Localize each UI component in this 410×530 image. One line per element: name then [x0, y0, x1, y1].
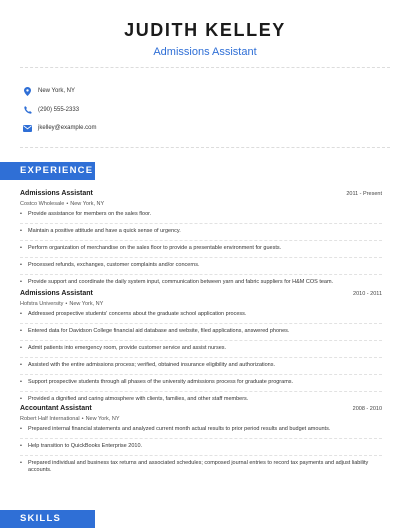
job-org: Hofstra University • New York, NY [20, 301, 104, 307]
job-bullet: • Prepared individual and business tax returns and associated schedules; composed journal entries to record tax payments and adjust liability accounts. [20, 460, 382, 474]
job-bullets [20, 311, 382, 403]
contact-email-text: jkelley@example.com [38, 125, 97, 131]
bullet-divider [20, 323, 382, 324]
email-icon [23, 124, 32, 133]
job-bullet: • Processed refunds, exchanges, customer complaints and/or concerns. [20, 262, 382, 269]
contact-divider [20, 147, 390, 148]
job-org: Robert Half International • New York, NY [20, 416, 120, 422]
bullet-divider [20, 438, 382, 439]
job-dates: 2008 - 2010 [352, 406, 382, 412]
job-bullets [20, 211, 382, 286]
bullet-divider [20, 257, 382, 258]
header-divider [20, 67, 390, 68]
phone-icon [23, 105, 32, 114]
contact-phone [20, 101, 96, 119]
contact-location-text: New York, NY [38, 88, 76, 94]
job-bullet: • Provided a dignified and caring atmosphere with clients, families, and other staff members. [20, 396, 382, 403]
resume-header [0, 0, 410, 59]
job-bullet: • Addressed prospective students' concerns about the graduate school application process. [20, 311, 382, 318]
job-dates: 2011 - Present [346, 191, 382, 197]
bullet-divider [20, 391, 382, 392]
job-bullet: • Maintain a positive attitude and have a quick sense of urgency. [20, 228, 382, 235]
job-location: New York, NY [85, 416, 120, 422]
job-entry [20, 404, 382, 474]
job-bullet: • Perform organization of merchandise on the sales floor to provide a presentable environment for guests. [20, 245, 382, 252]
candidate-title: Admissions Assistant [153, 46, 257, 58]
bullet-divider [20, 274, 382, 275]
job-bullet: • Provide assistance for members on the sales floor. [20, 211, 382, 218]
contact-list [20, 82, 96, 138]
job-bullet: • Provide support and coordinate the daily system input, communication between yarn and fabric suppliers for H&M COS team. [20, 279, 382, 286]
job-bullet: • Prepared internal financial statements and analyzed current month actual results to prior period results and budget amounts. [20, 426, 382, 433]
job-title: Accountant Assistant [20, 405, 92, 412]
bullet-divider [20, 455, 382, 456]
candidate-name: JUDITH KELLEY [124, 20, 286, 40]
job-bullet: • Admit patients into emergency room, provide customer service and assist nurses. [20, 345, 382, 352]
contact-location [20, 82, 96, 100]
job-title: Admissions Assistant [20, 290, 93, 297]
job-location: New York, NY [69, 301, 104, 307]
experience-section-heading: EXPERIENCE [0, 162, 95, 180]
skills-section-heading: SKILLS [0, 510, 95, 528]
job-bullet: • Support prospective students through all phases of the university admissions process for graduate programs. [20, 379, 382, 386]
bullet-divider [20, 223, 382, 224]
job-bullets [20, 426, 382, 474]
bullet-divider [20, 340, 382, 341]
job-bullet: • Assisted with the entire admissions process; verified, obtained insurance eligibility and authorizations. [20, 362, 382, 369]
job-location: New York, NY [70, 201, 105, 207]
job-bullet: • Entered data for Davidson College financial aid database and website, filed applications, answered phones. [20, 328, 382, 335]
job-company: Hofstra University [20, 301, 64, 307]
job-company: Costco Wholesale [20, 201, 65, 207]
location-pin-icon [23, 87, 32, 96]
bullet-divider [20, 357, 382, 358]
contact-email [20, 119, 96, 137]
job-org: Costco Wholesale • New York, NY [20, 201, 105, 207]
job-bullet: • Help transition to QuickBooks Enterprise 2010. [20, 443, 382, 450]
job-entry [20, 189, 382, 286]
bullet-divider [20, 374, 382, 375]
bullet-divider [20, 240, 382, 241]
job-dates: 2010 - 2011 [353, 291, 382, 297]
job-entry [20, 289, 382, 403]
job-title: Admissions Assistant [20, 190, 93, 197]
contact-phone-text: (290) 555-2333 [38, 106, 80, 113]
job-company: Robert Half International [20, 416, 80, 422]
